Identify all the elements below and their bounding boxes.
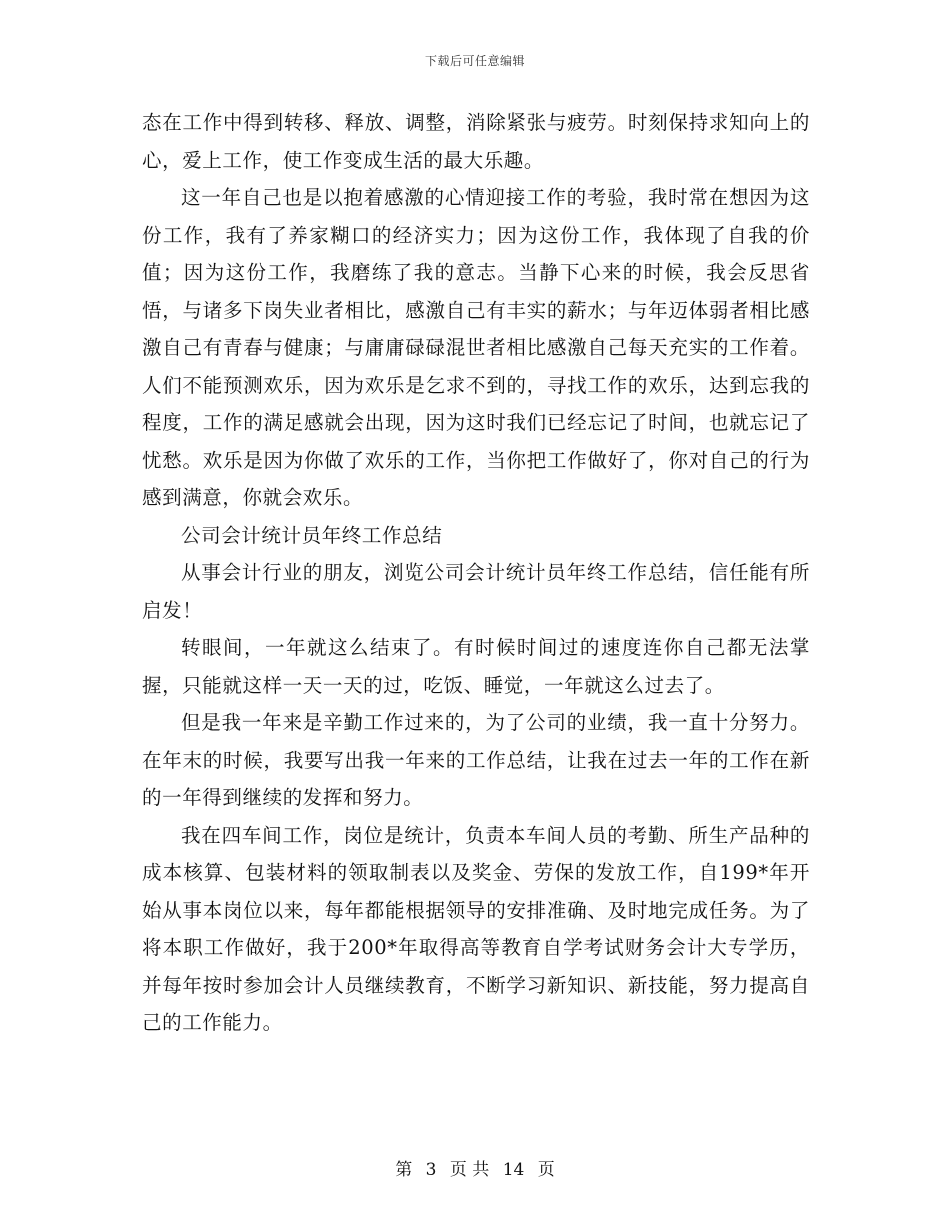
current-page-number: 3 <box>425 1160 437 1180</box>
paragraph: 态在工作中得到转移、释放、调整，消除紧张与疲劳。时刻保持求知向上的心，爱上工作，使工作变成生活的最大乐趣。 <box>142 111 810 172</box>
paragraph: 这一年自己也是以抱着感激的心情迎接工作的考验，我时常在想因为这份工作，我有了养家糊口的经济实力；因为这份工作，我体现了自我的价值；因为这份工作，我磨练了我的意志。当静下心来的时候，我会反思省悟，与诸多下岗失业者相比，感激自己有丰实的薪水；与年迈体弱者相比感激自己有青春与健康；与庸庸碌碌混世者相比感激自己每天充实的工作着。人们不能预测欢乐，因为欢乐是乞求不到的，寻找工作的欢乐，达到忘我的程度，工作的满足感就会出现，因为这时我们已经忘记了时间，也就忘记了忧愁。欢乐是因为你做了欢乐的工作，当你把工作做好了，你对自己的行为感到满意，你就会欢乐。 <box>142 186 810 509</box>
paragraph: 我在四车间工作，岗位是统计，负责本车间人员的考勤、所生产品种的成本核算、包装材料的领取制表以及奖金、劳保的发放工作，自199*年开始从事本岗位以来，每年都能根据领导的安排准确、及时地完成任务。为了将本职工作做好，我于200*年取得高等教育自学考试财务会计大专学历，并每年按时参加会计人员继续教育，不断学习新知识、新技能，努力提高自己的工作能力。 <box>142 823 810 1034</box>
footer-suffix: 页 <box>537 1160 555 1180</box>
footer-prefix: 第 <box>395 1160 413 1180</box>
total-pages-number: 14 <box>502 1160 525 1180</box>
section-title: 公司会计统计员年终工作总结 <box>181 523 443 547</box>
paragraph: 转眼间，一年就这么结束了。有时候时间过的速度连你自己都无法掌握，只能就这样一天一天的过，吃饭、睡觉，一年就这么过去了。 <box>142 636 810 697</box>
paragraph: 但是我一年来是辛勤工作过来的，为了公司的业绩，我一直十分努力。在年末的时候，我要写出我一年来的工作总结，让我在过去一年的工作在新的一年得到继续的发挥和努力。 <box>142 711 810 809</box>
page-header: 下载后可任意编辑 <box>424 54 525 68</box>
page-footer <box>0 1155 950 1180</box>
paragraph: 从事会计行业的朋友，浏览公司会计统计员年终工作总结，信任能有所启发！ <box>142 561 810 622</box>
document-body <box>142 104 810 1042</box>
footer-mid: 页 共 <box>449 1160 490 1180</box>
